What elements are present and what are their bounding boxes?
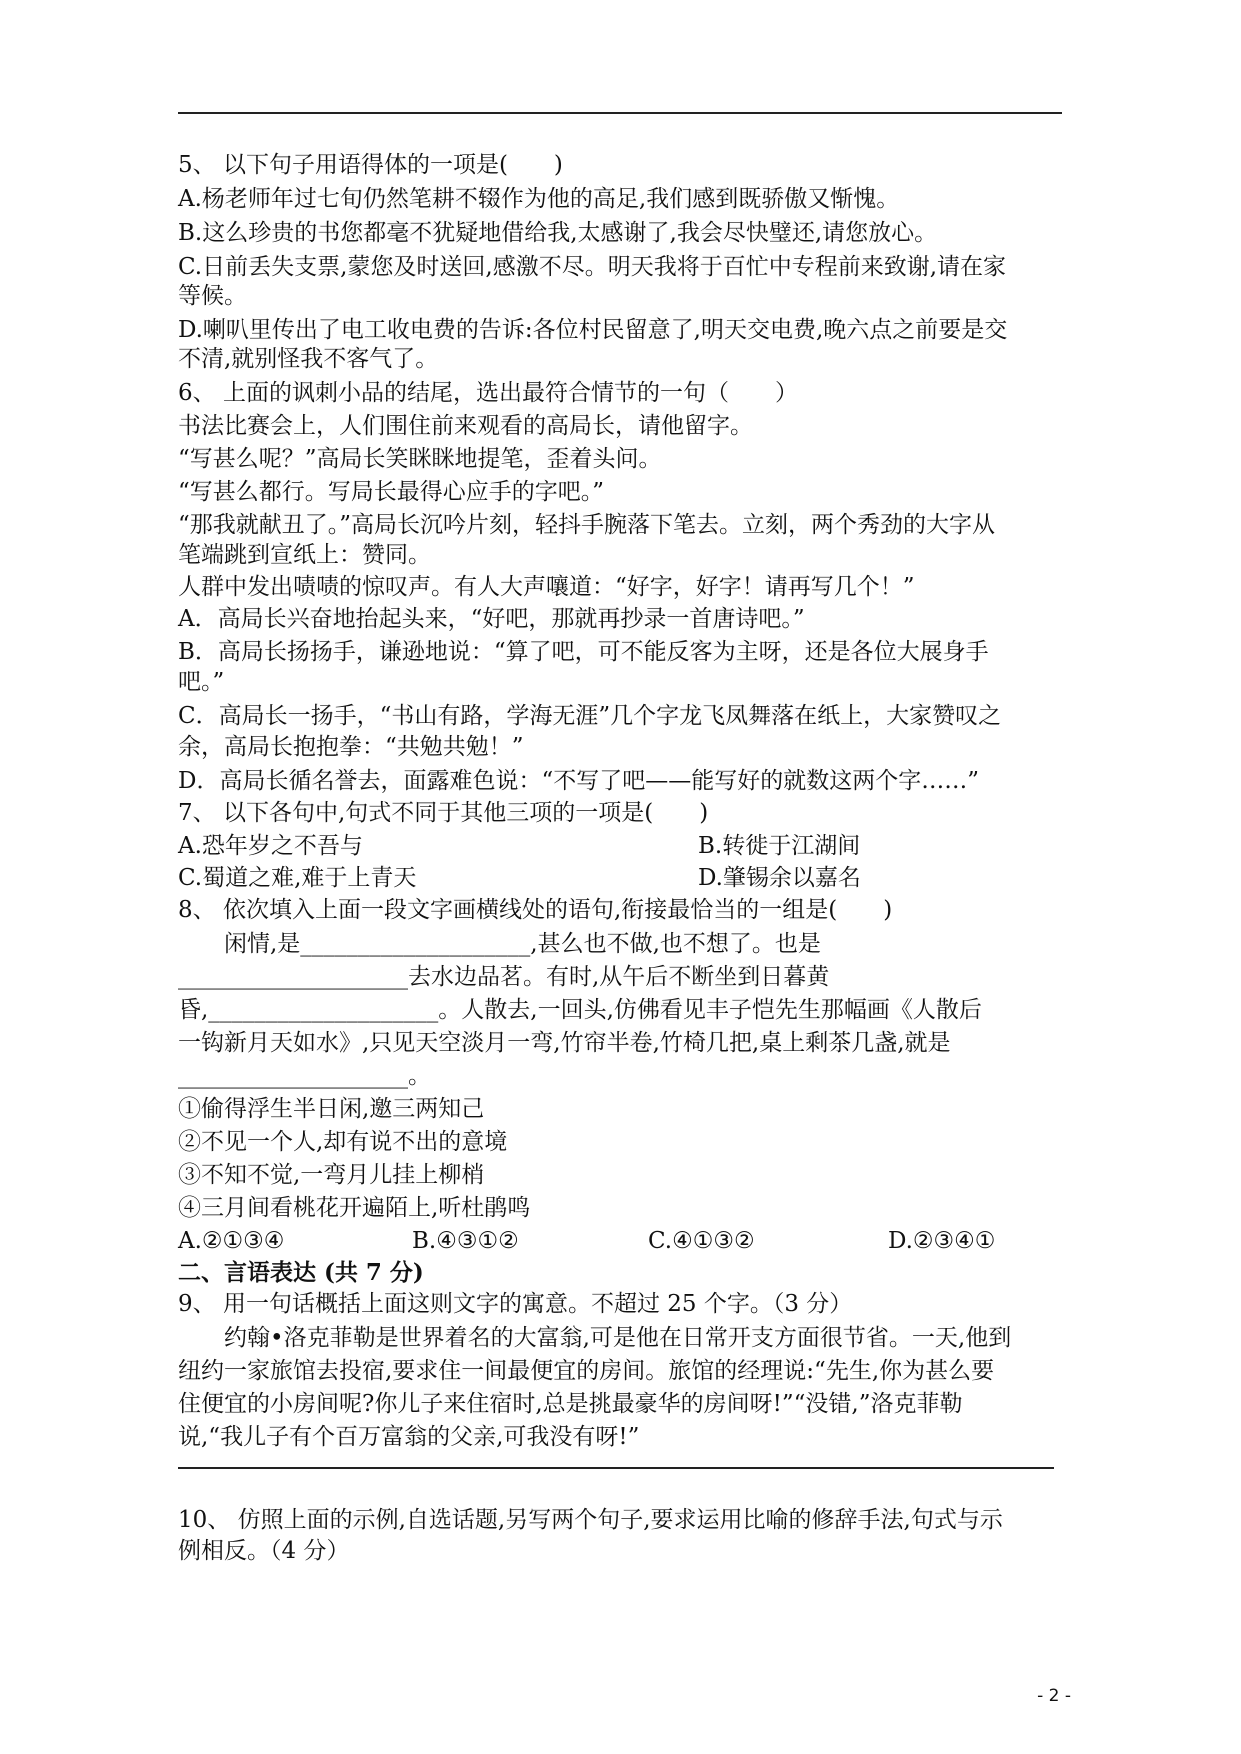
q7-option-a: A.恐年岁之不吾与 [178,833,363,859]
q6-passage-5: 人群中发出啧啧的惊叹声。有人大声嚷道：“好字，好字！请再写几个！” [178,574,915,600]
header-rule [178,112,1062,114]
q6-passage-3: “写甚么都行。写局长最得心应手的字吧。” [178,479,605,505]
q8-passage-2: ____________________去水边品茗。有时,从午后不断坐到日暮黄 [178,964,830,990]
q8-choice-1: ①偷得浮生半日闲,邀三两知己 [178,1096,485,1122]
q8-choice-2: ②不见一个人,却有说不出的意境 [178,1129,508,1155]
q6-option-c: C．高局长一扬手，“书山有路，学海无涯”几个字龙飞凤舞落在纸上，大家赞叹之 [178,703,1002,729]
q8-stem: 8、 依次填入上面一段文字画横线处的语句,衔接最恰当的一组是( ) [178,897,893,923]
q9-passage-2: 纽约一家旅馆去投宿,要求住一间最便宜的房间。旅馆的经理说:“先生,你为甚么要 [178,1358,995,1384]
q6-option-a: A．高局长兴奋地抬起头来，“好吧，那就再抄录一首唐诗吧。” [178,606,805,632]
q5-option-d: D.喇叭里传出了电工收电费的告诉:各位村民留意了,明天交电费,晚六点之前要是交 [178,317,1008,343]
q5-option-b: B.这么珍贵的书您都毫不犹疑地借给我,太感谢了,我会尽快璧还,请您放心。 [178,220,938,246]
q6-passage-4-cont: 笔端跳到宣纸上：赞同。 [178,542,431,568]
q8-passage-3: 昏,____________________。人散去,一回头,仿佛看见丰子恺先生那幅画《人散后 [178,997,982,1023]
q8-choice-4: ④三月间看桃花开遍陌上,听杜鹃鸣 [178,1195,531,1221]
q5-option-a: A.杨老师年过七旬仍然笔耕不辍作为他的高足,我们感到既骄傲又惭愧。 [178,186,900,212]
q6-stem: 6、 上面的讽刺小品的结尾，选出最符合情节的一句（ ） [178,380,798,406]
q5-option-d-cont: 不清,就别怪我不客气了。 [178,346,439,372]
q6-option-d: D．高局长循名誉去，面露难色说：“不写了吧——能写好的就数这两个字……” [178,768,979,794]
q5-stem: 5、 以下句子用语得体的一项是( ) [178,152,563,178]
q8-choice-3: ③不知不觉,一弯月儿挂上柳梢 [178,1162,485,1188]
q8-passage-1: 闲情,是____________________,甚么也不做,也不想了。也是 [224,931,821,957]
answer-line [178,1467,1054,1469]
q9-passage-4: 说,“我儿子有个百万富翁的父亲,可我没有呀!” [178,1424,640,1450]
q8-option-b: B.④③①② [412,1228,519,1254]
q6-passage-1: 书法比赛会上，人们围住前来观看的高局长，请他留字。 [178,413,753,439]
q7-option-b: B.转徙于江湖间 [698,833,861,859]
q7-option-c: C.蜀道之难,难于上青天 [178,865,417,891]
q6-option-b-cont: 吧。” [178,669,225,695]
q6-passage-4: “那我就献丑了。”高局长沉吟片刻，轻抖手腕落下笔去。立刻，两个秀劲的大字从 [178,512,996,538]
q6-option-c-cont: 余，高局长抱抱拳：“共勉共勉！” [178,734,524,760]
q9-passage-1: 约翰•洛克菲勒是世界着名的大富翁,可是他在日常开支方面很节省。一天,他到 [224,1325,1012,1351]
q5-option-c: C.日前丢失支票,蒙您及时送回,感激不尽。明天我将于百忙中专程前来致谢,请在家 [178,254,1007,280]
q8-passage-4: 一钩新月天如水》,只见天空淡月一弯,竹帘半卷,竹椅几把,桌上剩茶几盏,就是 [178,1030,951,1056]
q8-option-a: A.②①③④ [178,1228,285,1254]
q10-stem: 10、 仿照上面的示例,自选话题,另写两个句子,要求运用比喻的修辞手法,句式与示 [178,1507,1003,1533]
q9-passage-3: 住便宜的小房间呢?你儿子来住宿时,总是挑最豪华的房间呀!”“没错,”洛克菲勒 [178,1391,963,1417]
section-heading: 二、言语表达 (共 7 分) [178,1259,424,1286]
q6-passage-2: “写甚么呢？”高局长笑眯眯地提笔，歪着头问。 [178,446,662,472]
q8-passage-5: ____________________。 [178,1063,431,1089]
q8-option-c: C.④①③② [648,1228,755,1254]
q7-option-d: D.肇锡余以嘉名 [698,865,861,891]
q5-option-c-cont: 等候。 [178,283,247,309]
q7-stem: 7、 以下各句中,句式不同于其他三项的一项是( ) [178,800,709,826]
q6-option-b: B．高局长扬扬手，谦逊地说：“算了吧，可不能反客为主呀，还是各位大展身手 [178,639,989,665]
q10-stem-cont: 例相反。（4 分） [178,1538,350,1564]
q8-option-d: D.②③④① [888,1228,996,1254]
q9-stem: 9、 用一句话概括上面这则文字的寓意。不超过 25 个字。（3 分） [178,1291,853,1317]
page-number: - 2 - [1037,1686,1071,1706]
